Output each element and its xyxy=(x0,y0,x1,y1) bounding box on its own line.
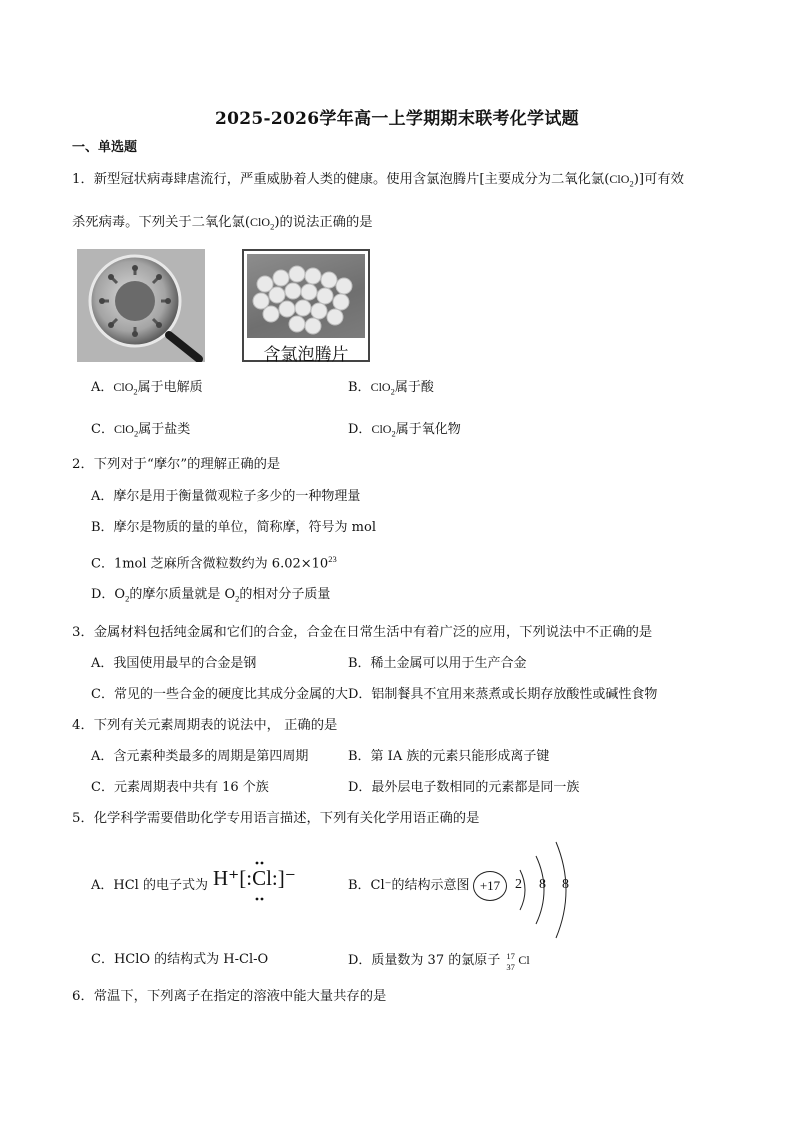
electron-shells xyxy=(508,840,578,940)
q1-stem-line1: 1．新型冠状病毒肆虐流行，严重威胁着人类的健康。使用含氯泡腾片[主要成分为二氧化氯(ClO$_2$)]可有效 xyxy=(72,172,684,189)
q1-option-d[interactable]: D．ClO$_2$属于氧化物 xyxy=(348,422,461,439)
tablets-photo xyxy=(247,254,365,338)
lewis-dots xyxy=(250,860,274,904)
q2-option-a[interactable]: A．摩尔是用于衡量微观粒子多少的一种物理量 xyxy=(91,489,361,504)
q2-option-d[interactable]: D．$O_2$的摩尔质量就是 $O_2$的相对分子质量 xyxy=(91,587,331,604)
q5-stem: 5．化学科学需要借助化学专用语言描述，下列有关化学用语正确的是 xyxy=(72,811,480,826)
tablets-caption: 含氯泡腾片 xyxy=(263,345,349,365)
nucleus-circle: +17 xyxy=(473,871,507,901)
q1-option-a[interactable]: A．ClO$_2$属于电解质 xyxy=(91,380,203,397)
shell-1-electrons: 2 xyxy=(515,877,522,892)
q6-stem: 6．常温下，下列离子在指定的溶液中能大量共存的是 xyxy=(72,989,387,1004)
q5-option-c[interactable]: C．HClO 的结构式为 H-Cl-O xyxy=(91,952,269,967)
virus-magnifier-image xyxy=(77,249,205,362)
q3-option-a[interactable]: A．我国使用最早的合金是钢 xyxy=(91,656,257,671)
q4-stem: 4．下列有关元素周期表的说法中， 正确的是 xyxy=(72,718,338,733)
q5-option-b-label[interactable]: B．Cl⁻的结构示意图 xyxy=(348,878,470,893)
q5-option-d[interactable]: D．质量数为 37 的氯原子 17 37 Cl xyxy=(348,951,530,972)
q4-option-a[interactable]: A．含元素种类最多的周期是第四周期 xyxy=(91,749,309,764)
chlorine-tablets-image xyxy=(242,249,370,365)
page-title: 2025-2026学年高一上学期期末联考化学试题 xyxy=(215,109,579,129)
hcl-electron-formula: H⁺[:Cl:]⁻ xyxy=(213,866,296,890)
q4-option-c[interactable]: C．元素周期表中共有 16 个族 xyxy=(91,780,269,795)
q3-option-b[interactable]: B．稀土金属可以用于生产合金 xyxy=(348,656,527,671)
section-heading: 一、单选题 xyxy=(72,140,138,155)
q3-stem: 3．金属材料包括纯金属和它们的合金，合金在日常生活中有着广泛的应用，下列说法中不正确的是 xyxy=(72,625,653,640)
q4-option-b[interactable]: B．第 IA 族的元素只能形成离子键 xyxy=(348,749,550,764)
q1-option-c[interactable]: C．ClO$_2$属于盐类 xyxy=(91,422,191,439)
q5-option-a-label[interactable]: A．HCl 的电子式为 xyxy=(91,878,208,893)
q2-option-c[interactable]: C．1mol 芝麻所含微粒数约为 $6.02\times 10^{23}$ xyxy=(91,554,337,572)
q2-option-b[interactable]: B．摩尔是物质的量的单位，简称摩，符号为 mol xyxy=(91,520,376,535)
isotope-numbers: 17 37 xyxy=(506,951,515,972)
q3-option-c[interactable]: C．常见的一些合金的硬度比其成分金属的大 xyxy=(91,687,348,702)
q4-option-d[interactable]: D．最外层电子数相同的元素都是同一族 xyxy=(348,780,580,795)
q3-option-d[interactable]: D．铝制餐具不宜用来蒸煮或长期存放酸性或碱性食物 xyxy=(348,687,658,702)
q2-stem: 2．下列对于“摩尔”的理解正确的是 xyxy=(72,457,281,472)
shell-2-electrons: 8 xyxy=(539,877,546,892)
q1-stem-line2: 杀死病毒。下列关于二氧化氯(ClO$_2$)的说法正确的是 xyxy=(72,215,373,232)
shell-3-electrons: 8 xyxy=(562,877,569,892)
q1-option-b[interactable]: B．ClO$_2$属于酸 xyxy=(348,380,434,397)
